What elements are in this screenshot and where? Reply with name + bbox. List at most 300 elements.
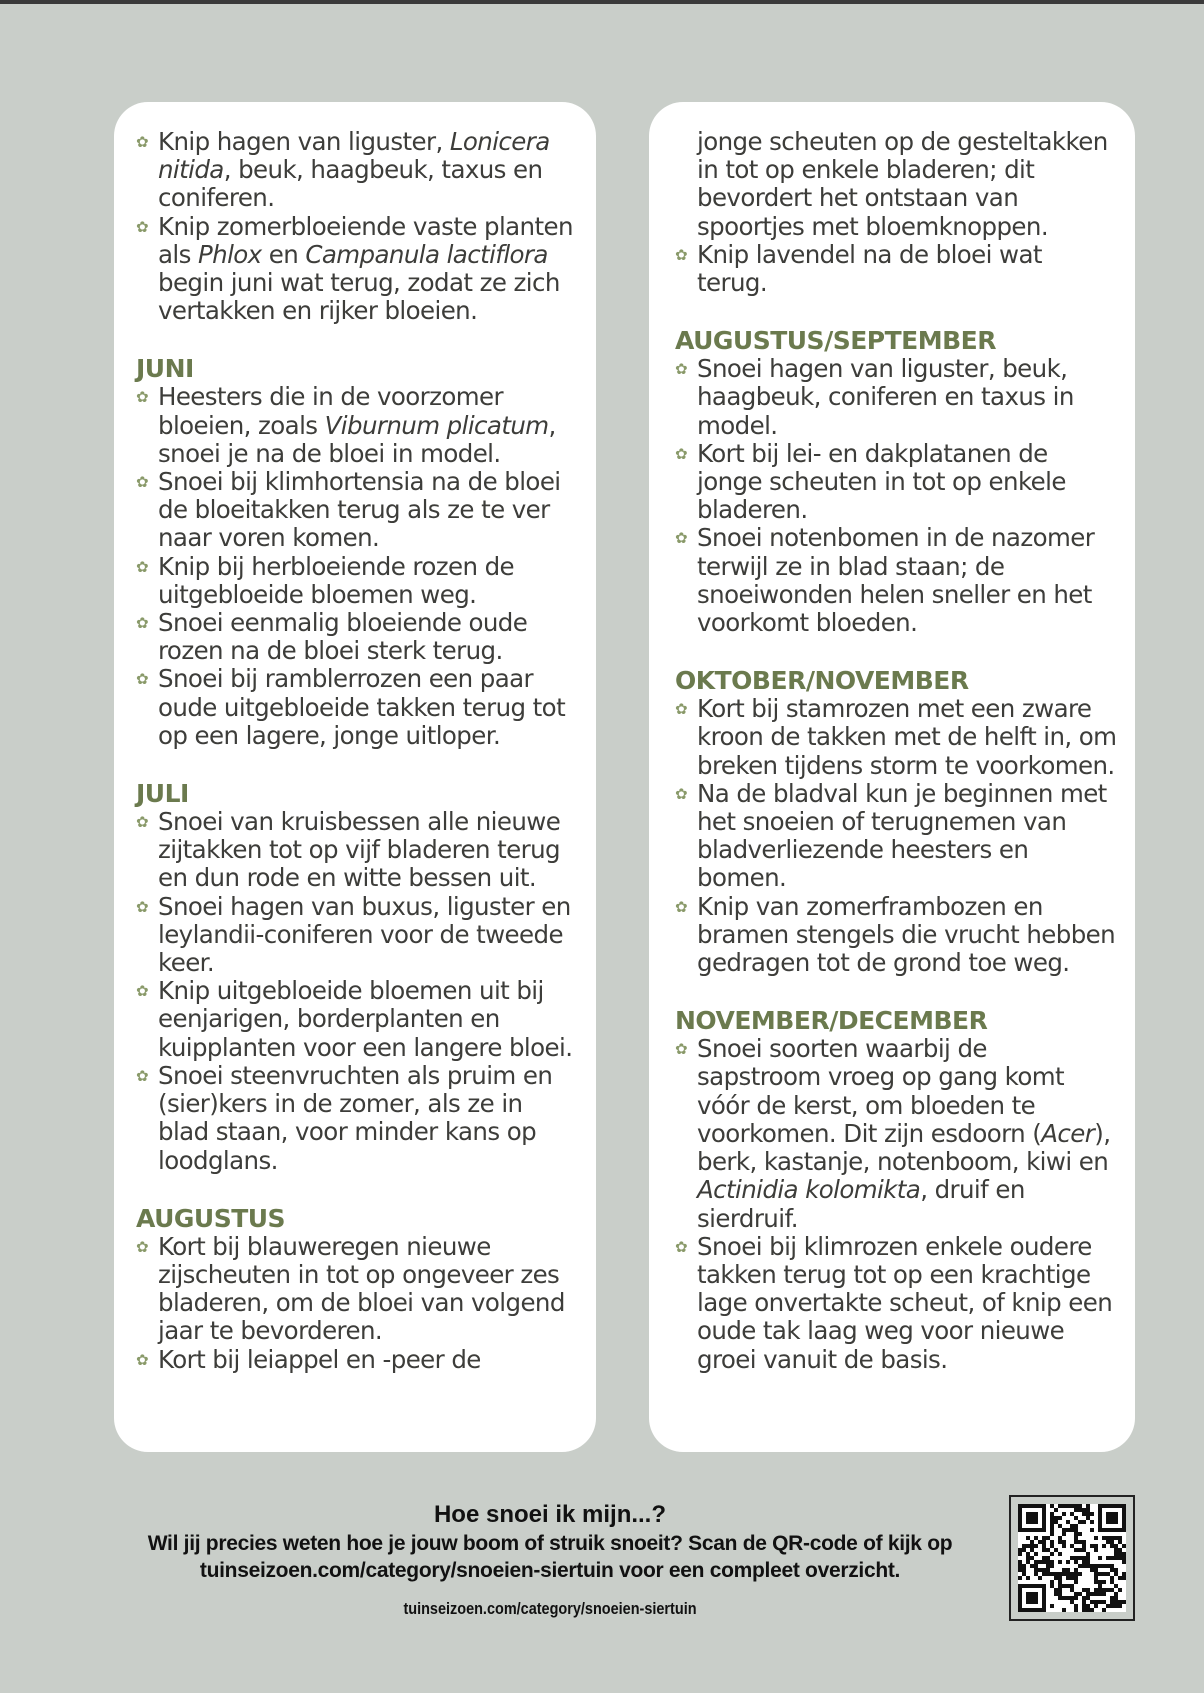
qr-module [1070, 1600, 1074, 1604]
qr-module [1042, 1560, 1046, 1564]
qr-module [1042, 1536, 1046, 1540]
qr-module [1106, 1556, 1110, 1560]
qr-module [1094, 1568, 1098, 1572]
tip-list [675, 1035, 1117, 1373]
qr-module [1062, 1584, 1066, 1588]
qr-module [1062, 1504, 1066, 1508]
qr-module [1050, 1516, 1054, 1520]
qr-module [1070, 1544, 1074, 1548]
qr-module [1078, 1504, 1082, 1508]
tip-text: Kort bij lei- en dakplatanen de jonge scheuten in tot op enkele bladeren. [697, 438, 1066, 525]
qr-module [1086, 1608, 1090, 1612]
qr-module [1094, 1572, 1098, 1576]
tip-item [675, 1233, 1117, 1374]
tip-item [675, 524, 1117, 637]
qr-module [1074, 1568, 1078, 1572]
qr-module [1062, 1608, 1066, 1612]
qr-module [1074, 1528, 1078, 1532]
qr-module [1074, 1556, 1078, 1560]
flower-bullet-icon: ✿ [136, 1237, 148, 1256]
section-heading: NOVEMBER/DECEMBER [675, 1006, 988, 1036]
qr-module [1030, 1564, 1034, 1568]
qr-module [1050, 1512, 1054, 1516]
right-card [649, 102, 1135, 1452]
tip-item [136, 665, 576, 750]
footer-url[interactable]: tuinseizoen.com/category/snoeien-siertuin [403, 1599, 697, 1618]
qr-module [1090, 1568, 1094, 1572]
qr-module [1118, 1600, 1122, 1604]
qr-module [1046, 1568, 1050, 1572]
flower-bullet-icon: ✿ [136, 1066, 148, 1085]
tip-item [136, 808, 576, 893]
qr-module [1058, 1504, 1062, 1508]
qr-module [1110, 1568, 1114, 1572]
tip-item [136, 213, 576, 326]
qr-module [1086, 1556, 1090, 1560]
flower-bullet-icon: ✿ [675, 1040, 687, 1059]
qr-module [1062, 1596, 1066, 1600]
qr-module [1122, 1572, 1126, 1576]
tip-text: Snoei bij klimhortensia na de bloei de bloeitakken terug als ze te ver naar voren komen. [158, 467, 561, 553]
qr-module [1090, 1544, 1094, 1548]
flower-bullet-icon: ✿ [675, 897, 687, 916]
section [136, 355, 576, 750]
qr-module [1106, 1564, 1110, 1568]
qr-module [1074, 1580, 1078, 1584]
tip-text: Snoei bij klimrozen enkele oudere takken terug tot op een krachtige lage onvertakte scheut, of knip een oude tak laag weg voor nieuwe groei vanuit de basis. [697, 1231, 1113, 1374]
qr-code-icon[interactable] [1009, 1495, 1135, 1621]
tip-item [675, 355, 1117, 440]
qr-module [1106, 1512, 1118, 1524]
tip-list [136, 808, 576, 1175]
qr-module [1098, 1600, 1102, 1604]
qr-module [1074, 1524, 1078, 1528]
qr-module [1066, 1560, 1070, 1564]
qr-module [1086, 1508, 1090, 1512]
qr-module [1050, 1540, 1054, 1544]
qr-module [1086, 1504, 1090, 1508]
qr-module [1110, 1588, 1114, 1592]
qr-module [1094, 1536, 1098, 1540]
tip-item [136, 977, 576, 1062]
qr-module [1098, 1584, 1102, 1588]
tip-item [675, 128, 1117, 241]
qr-module [1082, 1548, 1086, 1552]
tip-text: Snoei steenvruchten als pruim en (sier)kers in de zomer, als ze in blad staan, voor minder kans op loodglans. [158, 1060, 553, 1175]
qr-module [1034, 1544, 1038, 1548]
tip-item [675, 1035, 1117, 1232]
qr-module [1070, 1512, 1074, 1516]
qr-module [1034, 1568, 1038, 1572]
qr-module [1050, 1544, 1054, 1548]
qr-module [1058, 1572, 1062, 1576]
qr-module [1058, 1596, 1062, 1600]
qr-module [1102, 1588, 1106, 1592]
qr-module [1110, 1604, 1114, 1608]
tip-text: Snoei bij ramblerrozen een paar oude uitgebloeide takken terug tot op een lagere, jonge uitloper. [158, 664, 566, 750]
qr-module [1082, 1544, 1086, 1548]
qr-module [1102, 1544, 1106, 1548]
qr-module [1102, 1536, 1106, 1540]
tip-text: Knip van zomerframbozen en bramen stengels die vrucht hebben gedragen tot de grond toe weg. [697, 891, 1116, 978]
qr-module [1078, 1592, 1082, 1596]
qr-module [1062, 1532, 1066, 1536]
qr-module [1074, 1548, 1078, 1552]
tip-text: Knip lavendel na de bloei wat terug. [697, 239, 1042, 298]
qr-module [1058, 1560, 1062, 1564]
qr-module [1058, 1516, 1062, 1520]
qr-module [1074, 1536, 1078, 1540]
qr-module [1114, 1584, 1118, 1588]
qr-module [1074, 1576, 1078, 1580]
qr-module [1070, 1572, 1074, 1576]
flower-bullet-icon: ✿ [675, 444, 687, 463]
qr-module [1062, 1544, 1066, 1548]
section [675, 327, 1117, 637]
qr-module [1090, 1520, 1094, 1524]
qr-module [1098, 1564, 1102, 1568]
qr-module [1058, 1592, 1062, 1596]
tip-text: Snoei notenbomen in de nazomer terwijl ze in blad staan; de snoeiwonden helen sneller en het voorkomt bloeden. [697, 523, 1095, 638]
qr-module [1042, 1572, 1046, 1576]
qr-module [1058, 1536, 1062, 1540]
qr-module [1074, 1516, 1078, 1520]
qr-module [1046, 1560, 1050, 1564]
qr-module [1070, 1588, 1074, 1592]
qr-module [1110, 1576, 1114, 1580]
qr-module [1094, 1580, 1098, 1584]
qr-module [1038, 1568, 1042, 1572]
qr-module [1118, 1552, 1122, 1556]
qr-module [1114, 1556, 1118, 1560]
qr-module [1022, 1564, 1026, 1568]
qr-module [1066, 1584, 1070, 1588]
tip-item [675, 780, 1117, 893]
qr-module [1094, 1548, 1098, 1552]
qr-module [1018, 1564, 1022, 1568]
qr-module [1082, 1520, 1086, 1524]
qr-code-graphic [1018, 1504, 1126, 1612]
qr-module [1066, 1576, 1070, 1580]
qr-module [1074, 1532, 1078, 1536]
qr-module [1094, 1544, 1098, 1548]
section-heading: JULI [136, 779, 189, 809]
qr-module [1082, 1556, 1086, 1560]
flower-bullet-icon: ✿ [675, 245, 687, 264]
tip-text: Knip bij herbloeiende rozen de uitgebloeide bloemen weg. [158, 551, 515, 609]
qr-module [1094, 1564, 1098, 1568]
qr-module [1094, 1576, 1098, 1580]
qr-module [1034, 1560, 1038, 1564]
qr-module [1094, 1592, 1098, 1596]
qr-module [1122, 1556, 1126, 1560]
flower-bullet-icon: ✿ [136, 897, 148, 916]
qr-module [1118, 1556, 1122, 1560]
qr-module [1050, 1552, 1054, 1556]
qr-module [1086, 1552, 1090, 1556]
flower-bullet-icon: ✿ [675, 360, 687, 379]
tip-text: Snoei hagen van buxus, liguster en leylandii-coniferen voor de tweede keer. [158, 891, 571, 978]
qr-module [1034, 1572, 1038, 1576]
qr-module [1094, 1600, 1098, 1604]
qr-module [1054, 1508, 1058, 1512]
qr-module [1094, 1604, 1098, 1608]
tip-item [675, 241, 1117, 297]
tip-item [675, 440, 1117, 525]
qr-module [1066, 1568, 1070, 1572]
qr-module [1110, 1540, 1114, 1544]
qr-module [1110, 1544, 1114, 1548]
qr-module [1102, 1592, 1106, 1596]
qr-module [1070, 1504, 1074, 1508]
qr-module [1110, 1536, 1114, 1540]
flower-bullet-icon: ✿ [136, 473, 148, 492]
qr-module [1082, 1512, 1086, 1516]
qr-module [1086, 1512, 1090, 1516]
qr-module [1106, 1572, 1110, 1576]
tip-text: Na de bladval kun je beginnen met het snoeien of terugnemen van bladverliezende heesters en bomen. [697, 778, 1107, 893]
qr-module [1046, 1548, 1050, 1552]
tip-text: Knip hagen van liguster, [158, 127, 450, 156]
qr-module [1074, 1592, 1078, 1596]
qr-module [1122, 1544, 1126, 1548]
tip-item [136, 468, 576, 553]
qr-module [1082, 1600, 1086, 1604]
qr-module [1050, 1604, 1054, 1608]
tip-text: Snoei soorten waarbij de sapstroom vroeg op gang komt vóór de kerst, om bloeden te voorkomen. Dit zijn esdoorn ( [697, 1034, 1065, 1148]
qr-module [1074, 1560, 1078, 1564]
qr-module [1062, 1540, 1066, 1544]
left-card [114, 102, 596, 1452]
tip-list [675, 128, 1117, 297]
qr-module [1078, 1572, 1082, 1576]
qr-module [1026, 1560, 1030, 1564]
qr-module [1114, 1548, 1118, 1552]
flower-bullet-icon: ✿ [675, 784, 687, 803]
tip-text-italic: Lonicera nitida [158, 127, 550, 185]
qr-module [1070, 1596, 1074, 1600]
tip-text-italic: Actinidia kolomikta [697, 1175, 921, 1205]
tip-item [136, 383, 576, 468]
qr-module [1054, 1588, 1058, 1592]
qr-module [1086, 1560, 1090, 1564]
tip-text: Snoei hagen van liguster, beuk, haagbeuk, coniferen en taxus in model. [697, 354, 1074, 440]
qr-module [1118, 1588, 1122, 1592]
top-border [0, 0, 1204, 4]
qr-module [1078, 1520, 1082, 1524]
qr-module [1050, 1560, 1054, 1564]
qr-module [1118, 1548, 1122, 1552]
qr-module [1074, 1504, 1078, 1508]
qr-module [1114, 1600, 1118, 1604]
qr-module [1054, 1592, 1058, 1596]
qr-module [1026, 1536, 1030, 1540]
flower-bullet-icon: ✿ [136, 217, 148, 236]
qr-module [1086, 1592, 1090, 1596]
tip-text: Heesters die in de voorzomer bloeien, zoals [158, 382, 504, 440]
qr-module [1114, 1568, 1118, 1572]
qr-module [1018, 1548, 1022, 1552]
qr-module [1026, 1576, 1030, 1580]
tip-item [675, 893, 1117, 978]
qr-module [1050, 1532, 1054, 1536]
flower-bullet-icon: ✿ [136, 1350, 148, 1369]
qr-module [1110, 1564, 1114, 1568]
qr-module [1026, 1544, 1030, 1548]
qr-module [1086, 1596, 1090, 1600]
qr-module [1070, 1584, 1074, 1588]
qr-module [1078, 1564, 1082, 1568]
qr-module [1122, 1576, 1126, 1580]
qr-module [1098, 1592, 1102, 1596]
section-heading: JUNI [136, 354, 194, 384]
flower-bullet-icon: ✿ [675, 700, 687, 719]
qr-module [1098, 1588, 1102, 1592]
qr-module [1078, 1556, 1082, 1560]
qr-module [1050, 1564, 1054, 1568]
section-heading: AUGUSTUS/SEPTEMBER [675, 326, 996, 356]
qr-module [1018, 1576, 1022, 1580]
qr-module [1034, 1564, 1038, 1568]
qr-module [1070, 1524, 1074, 1528]
qr-module [1066, 1596, 1070, 1600]
qr-module [1062, 1528, 1066, 1532]
qr-module [1058, 1540, 1062, 1544]
qr-module [1118, 1604, 1122, 1608]
tip-list [675, 695, 1117, 977]
qr-module [1026, 1592, 1038, 1604]
tip-text-italic: Acer [1041, 1118, 1095, 1148]
qr-module [1030, 1556, 1034, 1560]
tip-item [136, 1062, 576, 1175]
section [675, 667, 1117, 977]
footer-text: Wil jij precies weten hoe je jouw boom of struik snoeit? Scan de QR-code of kijk op tuinseizoen.com/category/snoeien-siertuin voor een compleet overzicht. [147, 1532, 953, 1582]
tip-text: begin juni wat terug, zodat ze zich vertakken en rijker bloeien. [158, 268, 560, 326]
qr-module [1110, 1600, 1114, 1604]
qr-module [1050, 1584, 1054, 1588]
qr-module [1038, 1576, 1042, 1580]
qr-module [1110, 1556, 1114, 1560]
qr-module [1090, 1512, 1094, 1516]
qr-module [1090, 1564, 1094, 1568]
qr-module [1030, 1540, 1034, 1544]
qr-module [1114, 1552, 1118, 1556]
qr-module [1086, 1516, 1090, 1520]
qr-module [1042, 1548, 1046, 1552]
tip-text: Snoei van kruisbessen alle nieuwe zijtakken tot op vijf bladeren terug en dun rode en witte bessen uit. [158, 807, 561, 893]
tip-text: Kort bij stamrozen met een zware kroon de takken met de helft in, om breken tijdens storm te voorkomen. [697, 694, 1117, 780]
qr-module [1066, 1520, 1070, 1524]
qr-module [1110, 1596, 1114, 1600]
qr-module [1082, 1508, 1086, 1512]
section [675, 128, 1117, 297]
qr-module [1054, 1516, 1058, 1520]
flower-bullet-icon: ✿ [136, 670, 148, 689]
tip-item [675, 695, 1117, 780]
qr-module [1102, 1580, 1106, 1584]
qr-module [1070, 1576, 1074, 1580]
qr-module [1062, 1512, 1066, 1516]
tip-text: , beuk, haagbeuk, taxus en coniferen. [158, 155, 543, 213]
qr-module [1026, 1512, 1038, 1524]
qr-module [1102, 1600, 1106, 1604]
qr-module [1022, 1548, 1026, 1552]
qr-module [1082, 1564, 1086, 1568]
qr-module [1098, 1572, 1102, 1576]
qr-module [1074, 1608, 1078, 1612]
qr-module [1122, 1560, 1126, 1564]
tip-item [136, 1346, 576, 1374]
qr-module [1082, 1608, 1086, 1612]
qr-module [1046, 1572, 1050, 1576]
qr-module [1030, 1548, 1034, 1552]
flower-bullet-icon: ✿ [136, 557, 148, 576]
qr-module [1018, 1552, 1022, 1556]
qr-module [1082, 1560, 1086, 1564]
qr-module [1114, 1596, 1118, 1600]
qr-module [1054, 1548, 1058, 1552]
qr-module [1074, 1596, 1078, 1600]
tip-item [136, 128, 576, 213]
qr-module [1054, 1572, 1058, 1576]
qr-module [1050, 1520, 1054, 1524]
qr-module [1034, 1552, 1038, 1556]
qr-module [1054, 1576, 1058, 1580]
qr-module [1022, 1568, 1026, 1572]
qr-module [1122, 1552, 1126, 1556]
qr-module [1090, 1600, 1094, 1604]
qr-module [1046, 1556, 1050, 1560]
qr-module [1098, 1556, 1102, 1560]
qr-module [1074, 1572, 1078, 1576]
qr-module [1122, 1600, 1126, 1604]
flower-bullet-icon: ✿ [136, 813, 148, 832]
footer-title: Hoe snoei ik mijn...? [433, 1501, 667, 1528]
tip-list [675, 355, 1117, 637]
qr-module [1082, 1596, 1086, 1600]
qr-module [1030, 1544, 1034, 1548]
qr-module [1090, 1592, 1094, 1596]
qr-module [1018, 1568, 1022, 1572]
qr-module [1050, 1528, 1054, 1532]
qr-module [1106, 1536, 1110, 1540]
qr-module [1078, 1532, 1082, 1536]
qr-module [1082, 1588, 1086, 1592]
tip-text: Knip uitgebloeide bloemen uit bij eenjarigen, borderplanten en kuipplanten voor een langere bloei. [158, 976, 573, 1062]
qr-module [1058, 1524, 1062, 1528]
section [675, 1007, 1117, 1373]
qr-module [1118, 1540, 1122, 1544]
tip-list [136, 1233, 576, 1374]
tip-text: Kort bij blauweregen nieuwe zijscheuten in tot op ongeveer zes bladeren, om de bloei van volgend jaar te bevorderen. [158, 1231, 565, 1346]
tip-text: Snoei eenmalig bloeiende oude rozen na de bloei sterk terug. [158, 608, 528, 666]
tip-text: Knip zomerbloeiende vaste planten als [158, 211, 573, 269]
qr-module [1110, 1580, 1114, 1584]
qr-module [1046, 1564, 1050, 1568]
section-heading: AUGUSTUS [136, 1203, 286, 1233]
qr-module [1118, 1576, 1122, 1580]
tip-text-italic: Viburnum plicatum [324, 410, 549, 440]
qr-module [1022, 1544, 1026, 1548]
tip-text: , snoei je na de bloei in model. [158, 410, 556, 468]
qr-module [1054, 1520, 1058, 1524]
qr-module [1058, 1580, 1062, 1584]
qr-module [1018, 1560, 1022, 1564]
qr-module [1074, 1508, 1078, 1512]
qr-module [1114, 1592, 1118, 1596]
qr-module [1114, 1572, 1118, 1576]
section [136, 780, 576, 1175]
